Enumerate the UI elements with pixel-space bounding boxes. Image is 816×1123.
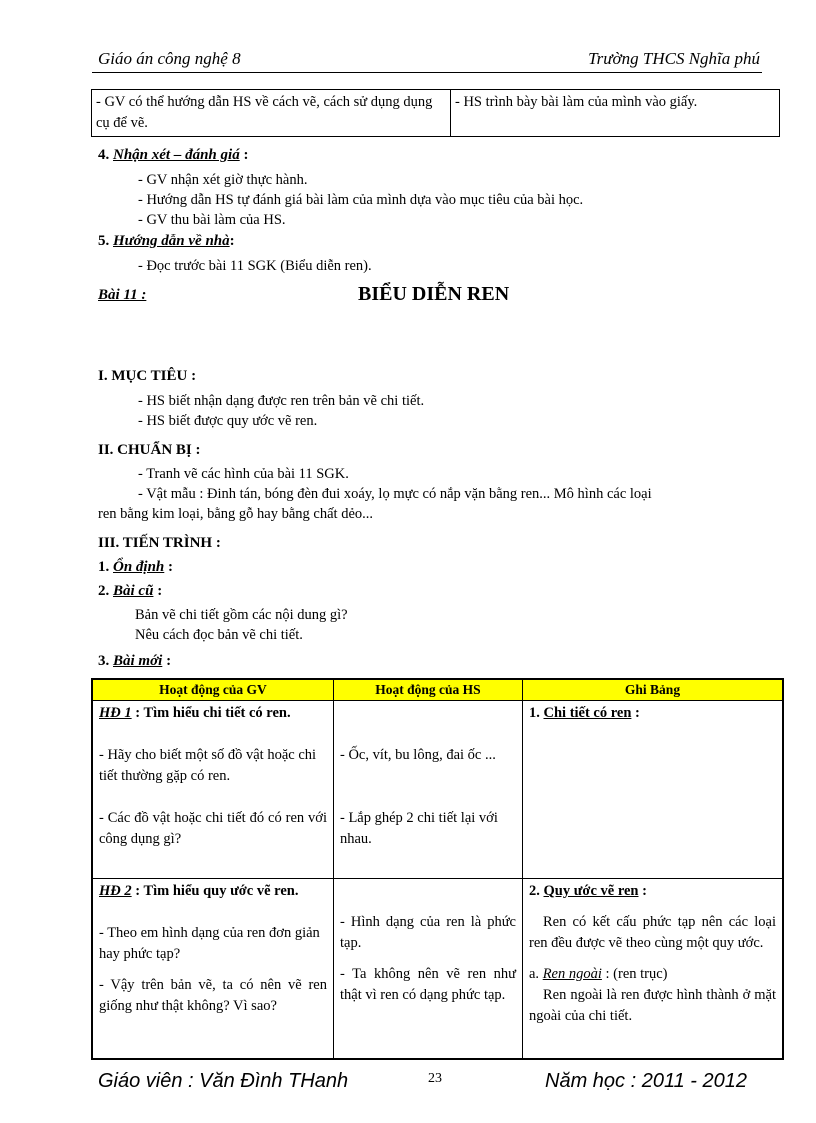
chuan-bi-item: - Tranh vẽ các hình của bài 11 SGK. — [138, 466, 349, 482]
muc-tieu-item: - HS biết nhận dạng được ren trên bản vẽ chi tiết. — [138, 393, 425, 409]
row1-gv-cell: HĐ 1 : Tìm hiểu chi tiết có ren. - Hãy cho biết một số đồ vật hoặc chi tiết thường gặp có ren. - Các đồ vật hoặc chi tiết đó có ren với công dụng gì? — [92, 701, 334, 879]
top-table-right-cell: - HS trình bày bài làm của mình vào giấy. — [451, 90, 780, 137]
section5-item: - Đọc trước bài 11 SGK (Biểu diễn ren). — [138, 258, 372, 274]
row2-ghi-bang-cell: 2. Quy ước vẽ ren : Ren có kết cấu phức tạp nên các loại ren đều được vẽ theo cùng một quy ước. a. Ren ngoài : (ren trục) Ren ngoài là ren được hình thành ở mặt ngoài của chi tiết. — [523, 879, 784, 1059]
row2-gv-cell: HĐ 2 : Tìm hiểu quy ước vẽ ren. - Theo em hình dạng của ren đơn giản hay phức tạp? - Vậy trên bản vẽ, ta có nên vẽ ren giống như thật không? Vì sao? — [92, 879, 334, 1059]
footer-school-year: Năm học : 2011 - 2012 — [545, 1070, 747, 1092]
top-table — [91, 89, 780, 137]
bai-cu-heading: 2. Bài cũ : — [98, 583, 163, 599]
section5-heading: 5. Hướng dẫn về nhà: — [98, 233, 235, 249]
bai-cu-question: Nêu cách đọc bản vẽ chi tiết. — [135, 627, 303, 643]
row1-hs-cell: - Ốc, vít, bu lông, đai ốc ... - Lắp ghép 2 chi tiết lại với nhau. — [334, 701, 523, 879]
row2-hs-cell: - Hình dạng của ren là phức tạp. - Ta không nên vẽ ren như thật vì ren có dạng phức tạp. — [334, 879, 523, 1059]
section4-item: - GV thu bài làm của HS. — [138, 212, 286, 228]
footer-teacher: Giáo viên : Văn Đình THanh — [98, 1070, 349, 1092]
table-header-hs: Hoạt động của HS — [334, 679, 523, 701]
header-left: Giáo án công nghệ 8 — [98, 49, 241, 68]
section4-item: - GV nhận xét giờ thực hành. — [138, 172, 308, 188]
chuan-bi-heading: II. CHUẨN BỊ : — [98, 442, 201, 458]
page-number: 23 — [428, 1071, 442, 1086]
section4-heading: 4. Nhận xét – đánh giá : — [98, 147, 249, 163]
row1-ghi-bang-cell: 1. Chi tiết có ren : — [523, 701, 784, 879]
table-header-ghi-bang: Ghi Bảng — [523, 679, 784, 701]
header-right: Trường THCS Nghĩa phú — [588, 49, 760, 68]
on-dinh-heading: 1. Ổn định : — [98, 559, 174, 575]
section4-item: - Hướng dẫn HS tự đánh giá bài làm của mình dựa vào mục tiêu của bài học. — [138, 192, 584, 208]
bai-moi-heading: 3. Bài mới : — [98, 653, 172, 669]
muc-tieu-heading: I. MỤC TIÊU : — [98, 368, 197, 384]
tien-trinh-heading: III. TIẾN TRÌNH : — [98, 535, 221, 551]
chuan-bi-item-cont: ren bằng kim loại, bằng gỗ hay bằng chất dẻo... — [98, 506, 374, 522]
bai-cu-question: Bản vẽ chi tiết gồm các nội dung gì? — [135, 607, 348, 623]
table-row — [92, 701, 783, 879]
lesson-label: Bài 11 : — [98, 287, 147, 303]
activity-table — [91, 678, 784, 1060]
table-header-gv: Hoạt động của GV — [92, 679, 334, 701]
lesson-title: BIỂU DIỄN REN — [358, 283, 510, 305]
table-header-row — [92, 679, 783, 701]
muc-tieu-item: - HS biết được quy ước vẽ ren. — [138, 413, 318, 429]
table-row — [92, 879, 783, 1059]
chuan-bi-item: - Vật mẫu : Đinh tán, bóng đèn đui xoáy, lọ mực có nắp vặn bằng ren... Mô hình các loại — [138, 486, 652, 502]
top-table-left-cell: - GV có thể hướng dẫn HS về cách vẽ, cách sử dụng dụng cụ để vẽ. — [92, 90, 451, 137]
header-divider — [92, 72, 762, 73]
